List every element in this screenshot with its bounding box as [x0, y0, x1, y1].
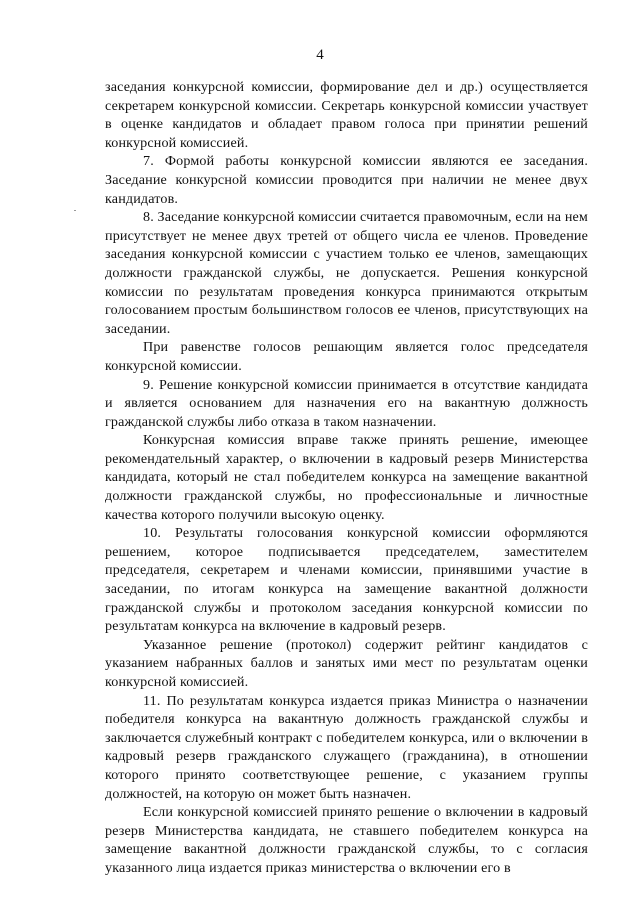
paragraph: Указанное решение (протокол) содержит рейтинг кандидатов с указанием набранных баллов и занятых ими мест по результатам оценки конкурсной комиссией.: [105, 636, 588, 690]
paragraph: Конкурсная комиссия вправе также принять решение, имеющее рекомендательный характер, о включении в кадровый резерв Министерства кандидата, который не стал победителем конкурса на замещение вакантной должности гражданской службы, но профессиональные и личностные качества которого получили высокую оценку.: [105, 432, 588, 523]
paragraph: При равенстве голосов решающим является голос председателя конкурсной комиссии.: [105, 339, 588, 374]
margin-mark: [74, 210, 76, 211]
body-text: [105, 78, 588, 878]
paragraph: 7. Формой работы конкурсной комиссии являются ее заседания. Заседание конкурсной комиссии проводится при наличии не менее двух кандидатов.: [105, 153, 588, 207]
paragraph: 11. По результатам конкурса издается приказ Министра о назначении победителя конкурса на вакантную должность гражданской службы и заключается служебный контракт с победителем конкурса, или о включении в кадровый резерв гражданского служащего (гражданина), в отношении которого принято соответствующее решение, с указанием группы должностей, на которую он может быть назначен.: [105, 692, 588, 802]
paragraph: заседания конкурсной комиссии, формирование дел и др.) осуществляется секретарем конкурсной комиссии. Секретарь конкурсной комиссии участвует в оценке кандидатов и обладает правом голоса при принятии решений конкурсной комиссией.: [105, 79, 588, 151]
paragraph: Если конкурсной комиссией принято решение о включении в кадровый резерв Министерства кандидата, не ставшего победителем конкурса на замещение вакантной должности гражданской службы, то с согласия указанного лица издается приказ министерства о включении его в: [105, 804, 588, 876]
paragraph: 10. Результаты голосования конкурсной комиссии оформляются решением, которое подписывается председателем, заместителем председателя, секретарем и членами комиссии, принявшими участие в заседании, по итогам конкурса на замещение вакантной должности гражданской службы и протоколом заседания конкурсной комиссии по результатам конкурса на включение в кадровый резерв.: [105, 525, 588, 635]
paragraph: 8. Заседание конкурсной комиссии считается правомочным, если на нем присутствует не менее двух третей от общего числа ее членов. Проведение заседания конкурсной комиссии с участием только ее членов, замещающих должности гражданской службы, не допускается. Решения конкурсной комиссии по результатам проведения конкурса принимаются открытым голосованием простым большинством голосов ее членов, присутствующих на заседании.: [105, 209, 588, 337]
paragraph: 9. Решение конкурсной комиссии принимается в отсутствие кандидата и является основанием для назначения его на вакантную должность гражданской службы либо отказа в таком назначении.: [105, 376, 588, 430]
page-number: 4: [316, 47, 324, 63]
